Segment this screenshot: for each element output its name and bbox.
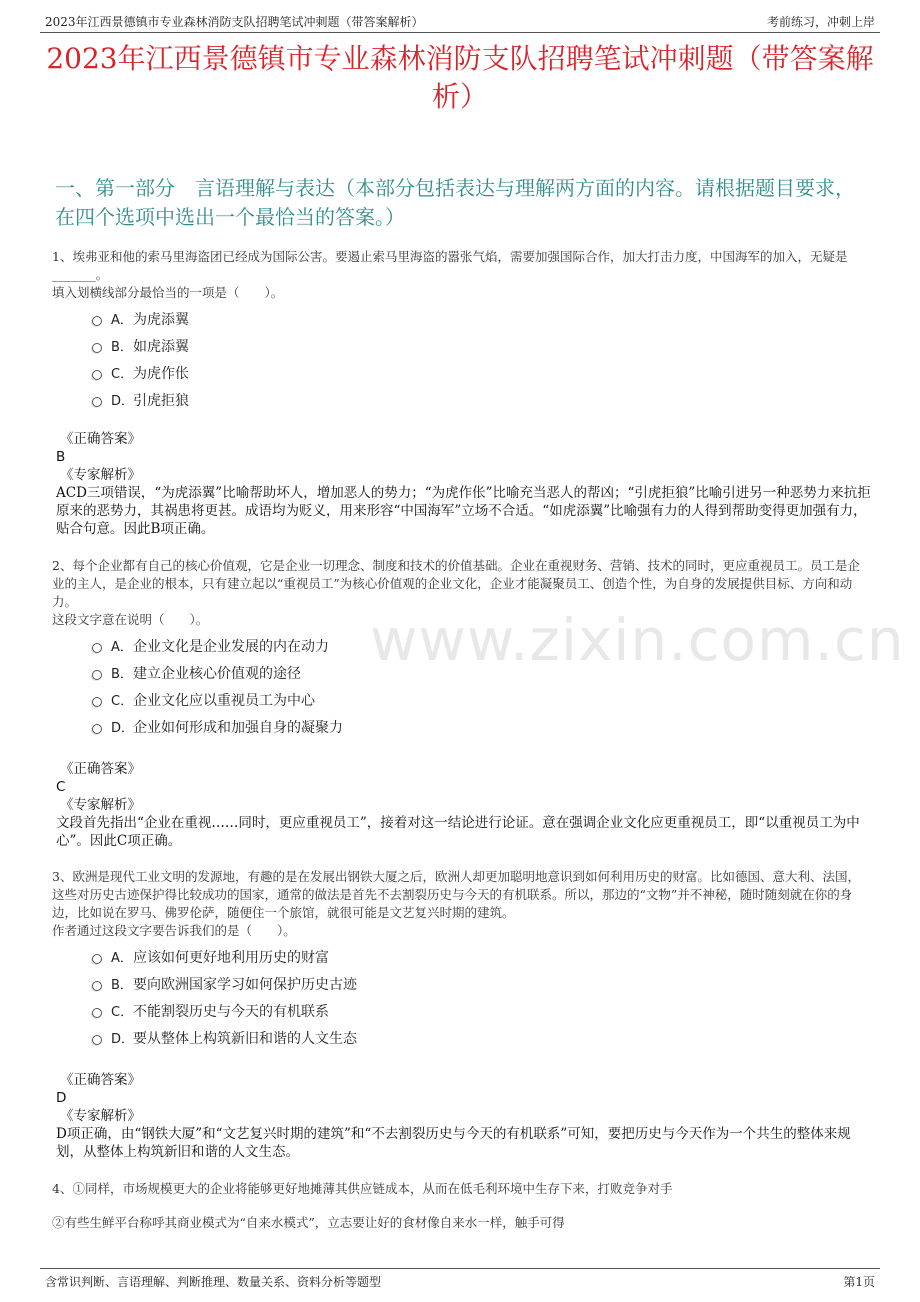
radio-icon[interactable] bbox=[92, 643, 102, 653]
option-a[interactable]: A． 企业文化是企业发展的内在动力 bbox=[92, 632, 343, 659]
radio-icon[interactable] bbox=[92, 1008, 102, 1018]
analysis-label: 《专家解析》 bbox=[60, 467, 141, 483]
option-b[interactable]: B． 建立企业核心价值观的途径 bbox=[92, 659, 343, 686]
radio-icon[interactable] bbox=[92, 397, 102, 407]
answer-label: 《正确答案》 bbox=[60, 431, 141, 447]
radio-icon[interactable] bbox=[92, 1035, 102, 1045]
radio-icon[interactable] bbox=[92, 370, 102, 380]
option-b[interactable]: B． 要向欧洲国家学习如何保护历史古迹 bbox=[92, 970, 357, 997]
answer-value: C bbox=[56, 779, 66, 795]
radio-icon[interactable] bbox=[92, 670, 102, 680]
options-q2 bbox=[92, 632, 343, 740]
header-slogan: 考前练习，冲刺上岸 bbox=[766, 15, 875, 29]
question-stem: 2、每个企业都有自己的核心价值观，它是企业一切理念、制度和技术的价值基础。企业在重视财务、营销、技术的同时，更应重视员工。员工是企业的主人，是企业的根本，只有建立起以“重视员工”为核心价值观的企业文化，企业才能凝聚员工、创造个性，为自身的发展提供目标、方向和动力。 bbox=[52, 558, 860, 609]
analysis-text: 文段首先指出“企业在重视……同时，更应重视员工”，接着对这一结论进行论证。意在强调企业文化应更重视员工，即“以重视员工为中心”。因此C项正确。 bbox=[56, 815, 860, 849]
analysis-label: 《专家解析》 bbox=[60, 797, 141, 813]
option-d[interactable]: D． 企业如何形成和加强自身的凝聚力 bbox=[92, 713, 343, 740]
question-2 bbox=[52, 557, 872, 629]
radio-icon[interactable] bbox=[92, 954, 102, 964]
question-stem: 1、埃弗亚和他的索马里海盗团已经成为国际公害。要遏止索马里海盗的嚣张气焰，需要加强国际合作，加大打击力度，中国海军的加入，无疑是_______。 bbox=[52, 249, 848, 282]
options-q1 bbox=[92, 305, 189, 413]
question-prompt: 这段文字意在说明（ ）。 bbox=[52, 612, 209, 627]
option-c[interactable]: C． 企业文化应以重视员工为中心 bbox=[92, 686, 343, 713]
question-3 bbox=[52, 868, 872, 940]
question-stem: 3、欧洲是现代工业文明的发源地，有趣的是在发展出钢铁大厦之后，欧洲人却更加聪明地意识到如何利用历史的财富。比如德国、意大利、法国，这些对历史古迹保护得比较成功的国家，通常的做法是首先不去割裂历史与今天的有机联系。所以，那边的“文物”并不神秘，随时随刻就在你的身边，比如说在罗马、佛罗伦萨，随便住一个旅馆，就很可能是文艺复兴时期的建筑。 bbox=[52, 869, 860, 920]
question-4 bbox=[52, 1180, 872, 1232]
question-1 bbox=[52, 248, 872, 302]
analysis-label: 《专家解析》 bbox=[60, 1108, 141, 1124]
question-prompt: 作者通过这段文字要告诉我们的是（ ）。 bbox=[52, 923, 296, 938]
answer-value: B bbox=[56, 449, 66, 465]
question-prompt: 填入划横线部分最恰当的一项是（ ）。 bbox=[52, 285, 284, 300]
page-footer bbox=[40, 1268, 880, 1289]
footer-note: 含常识判断、言语理解、判断推理、数量关系、资料分析等题型 bbox=[45, 1275, 382, 1289]
answer-block-q3 bbox=[56, 1071, 872, 1161]
answer-block-q1 bbox=[56, 430, 872, 538]
radio-icon[interactable] bbox=[92, 343, 102, 353]
section-heading: 一、第一部分 言语理解与表达（本部分包括表达与理解两方面的内容。请根据题目要求，在四个选项中选出一个最恰当的答案。） bbox=[55, 176, 855, 229]
answer-block-q2 bbox=[56, 760, 872, 850]
answer-label: 《正确答案》 bbox=[60, 1072, 141, 1088]
answer-value: D bbox=[56, 1090, 67, 1106]
header-doc-title: 2023年江西景德镇市专业森林消防支队招聘笔试冲刺题（带答案解析） bbox=[45, 15, 424, 29]
question-stem: 4、①同样，市场规模更大的企业将能够更好地摊薄其供应链成本，从而在低毛利环境中生存下来，打败竞争对手 bbox=[52, 1181, 673, 1196]
radio-icon[interactable] bbox=[92, 724, 102, 734]
watermark: www.zixin.com.cn bbox=[370, 606, 905, 674]
question-statement-2: ②有些生鲜平台称呼其商业模式为“自来水模式”，立志要让好的食材像自来水一样，触手可得 bbox=[52, 1215, 565, 1230]
page-header bbox=[40, 10, 880, 33]
option-d[interactable]: D． 引虎拒狼 bbox=[92, 386, 189, 413]
option-b[interactable]: B． 如虎添翼 bbox=[92, 332, 189, 359]
option-d[interactable]: D． 要从整体上构筑新旧和谐的人文生态 bbox=[92, 1024, 357, 1051]
document-title: 2023年江西景德镇市专业森林消防支队招聘笔试冲刺题（带答案解析） bbox=[46, 42, 874, 113]
radio-icon[interactable] bbox=[92, 316, 102, 326]
option-c[interactable]: C． 为虎作伥 bbox=[92, 359, 189, 386]
radio-icon[interactable] bbox=[92, 697, 102, 707]
analysis-text: ACD三项错误，“为虎添翼”比喻帮助坏人，增加恶人的势力；“为虎作伥”比喻充当恶人的帮凶；“引虎拒狼”比喻引进另一种恶势力来抗拒原来的恶势力，其祸患将更甚。成语均为贬义，用来形容“中国海军”立场不合适。“如虎添翼”比喻强有力的人得到帮助变得更加强有力，贴合句意。因此B项正确。 bbox=[56, 485, 871, 537]
analysis-text: D项正确，由“钢铁大厦”和“文艺复兴时期的建筑”和“不去割裂历史与今天的有机联系”可知，要把历史与今天作为一个共生的整体来规划，从整体上构筑新旧和谐的人文生态。 bbox=[56, 1126, 851, 1160]
option-a[interactable]: A． 为虎添翼 bbox=[92, 305, 189, 332]
radio-icon[interactable] bbox=[92, 981, 102, 991]
option-c[interactable]: C． 不能割裂历史与今天的有机联系 bbox=[92, 997, 357, 1024]
answer-label: 《正确答案》 bbox=[60, 761, 141, 777]
option-a[interactable]: A． 应该如何更好地利用历史的财富 bbox=[92, 943, 357, 970]
page-number: 第1页 bbox=[843, 1275, 875, 1289]
options-q3 bbox=[92, 943, 357, 1051]
